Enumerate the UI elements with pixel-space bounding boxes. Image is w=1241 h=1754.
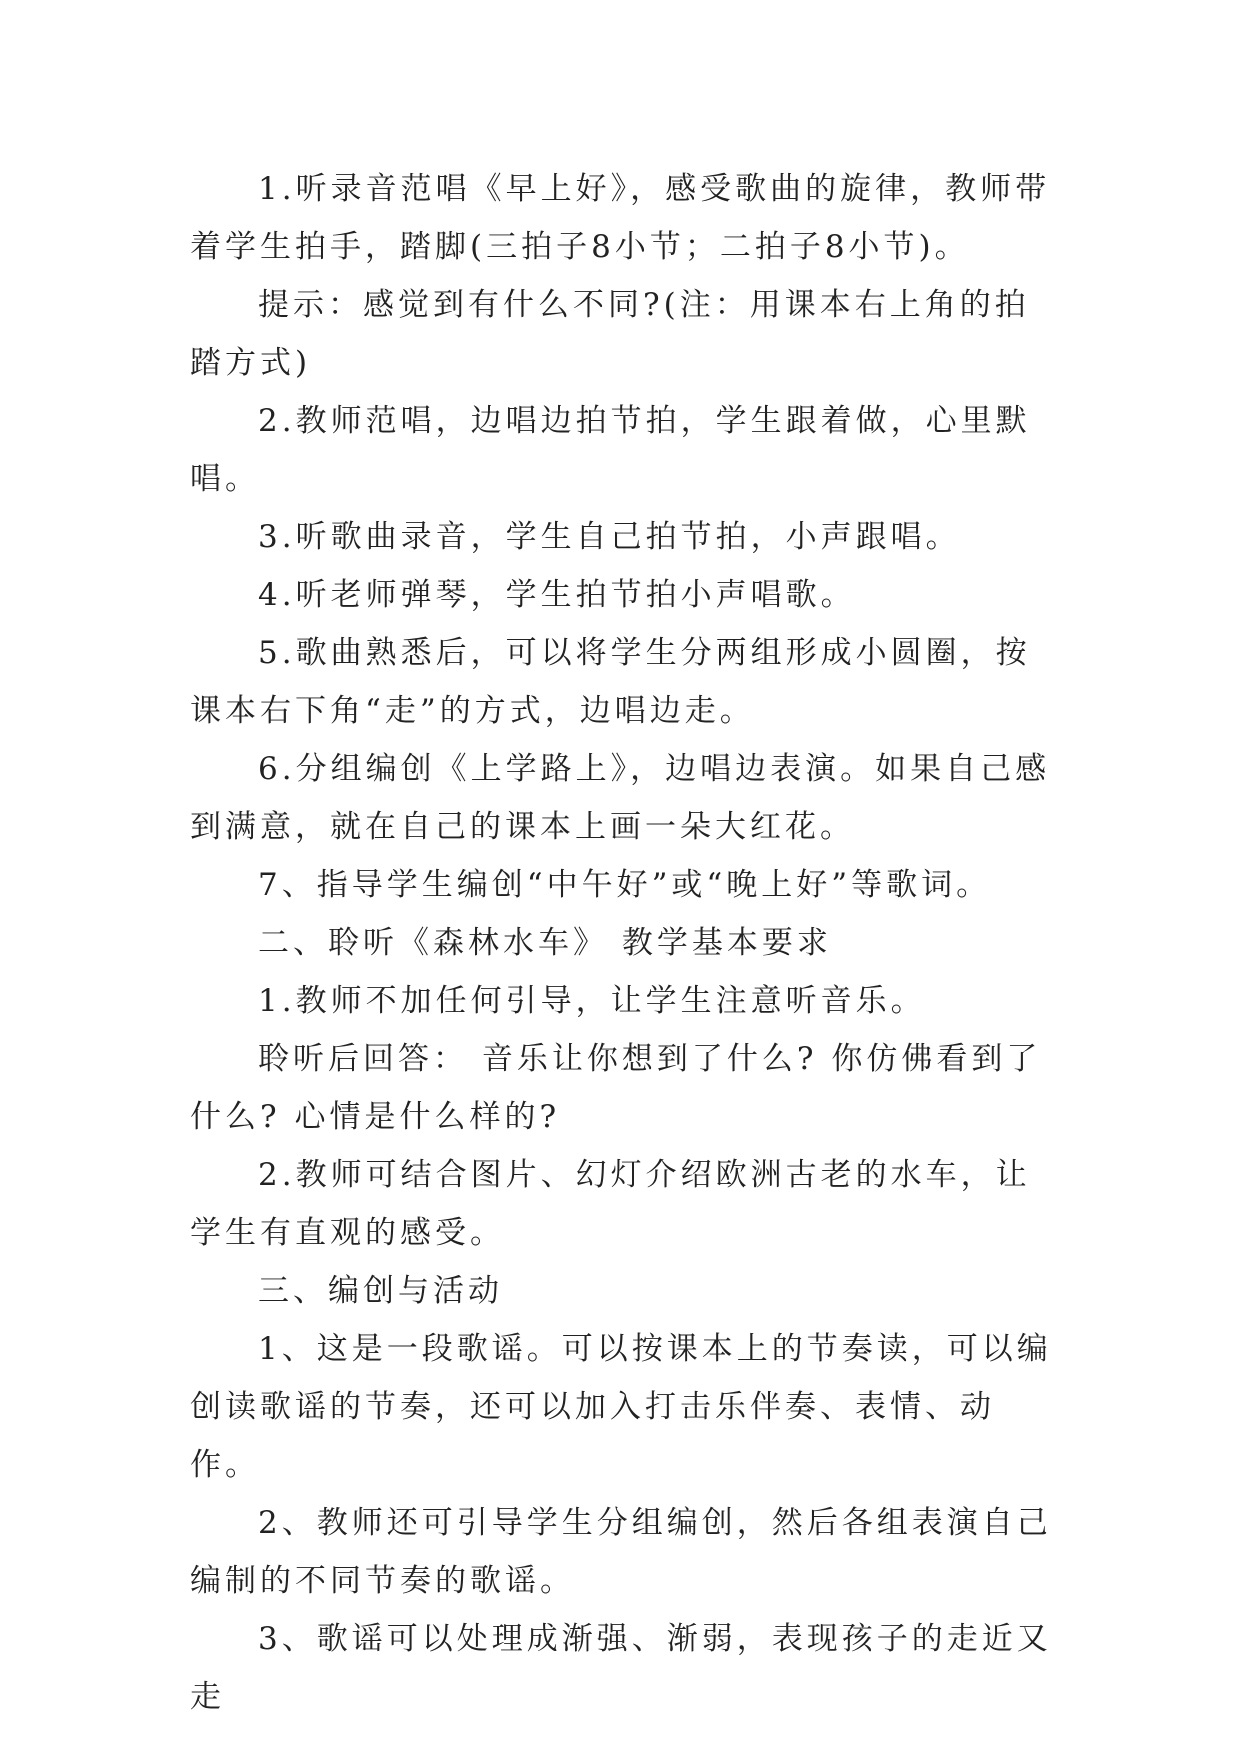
paragraph-14: 3、歌谣可以处理成渐强、渐弱，表现孩子的走近又走 [190, 1621, 1052, 1715]
document-body [190, 160, 1060, 1726]
section-heading-3: 三、编创与活动 [258, 1273, 503, 1309]
paragraph-2: 提示：感觉到有什么不同?(注：用课本右上角的拍踏方式) [190, 287, 1030, 381]
paragraph-13: 2、教师还可引导学生分组编创，然后各组表演自己编制的不同节奏的歌谣。 [190, 1505, 1052, 1599]
paragraph-8: 7、指导学生编创“中午好”或“晚上好”等歌词。 [258, 867, 992, 903]
paragraph-4: 3.听歌曲录音，学生自己拍节拍，小声跟唱。 [258, 519, 961, 555]
paragraph-9: 1.教师不加任何引导，让学生注意听音乐。 [258, 983, 926, 1019]
paragraph-1: 1.听录音范唱《早上好》，感受歌曲的旋律，教师带着学生拍手，踏脚(三拍子8小节；二拍子8小节)。 [190, 171, 1051, 265]
section-heading-2: 二、聆听《森林水车》 教学基本要求 [258, 925, 832, 961]
paragraph-5: 4.听老师弹琴，学生拍节拍小声唱歌。 [258, 577, 856, 613]
paragraph-7: 6.分组编创《上学路上》，边唱边表演。如果自己感到满意，就在自己的课本上画一朵大红花。 [190, 751, 1051, 845]
paragraph-11: 2.教师可结合图片、幻灯介绍欧洲古老的水车，让学生有直观的感受。 [190, 1157, 1031, 1251]
paragraph-6: 5.歌曲熟悉后，可以将学生分两组形成小圆圈，按课本右下角“走”的方式，边唱边走。 [190, 635, 1031, 729]
paragraph-10: 聆听后回答： 音乐让你想到了什么? 你仿佛看到了什么? 心情是什么样的? [190, 1041, 1042, 1135]
paragraph-12: 1、这是一段歌谣。可以按课本上的节奏读，可以编创读歌谣的节奏，还可以加入打击乐伴奏、表情、动作。 [190, 1331, 1052, 1483]
paragraph-3: 2.教师范唱，边唱边拍节拍，学生跟着做，心里默唱。 [190, 403, 1031, 497]
